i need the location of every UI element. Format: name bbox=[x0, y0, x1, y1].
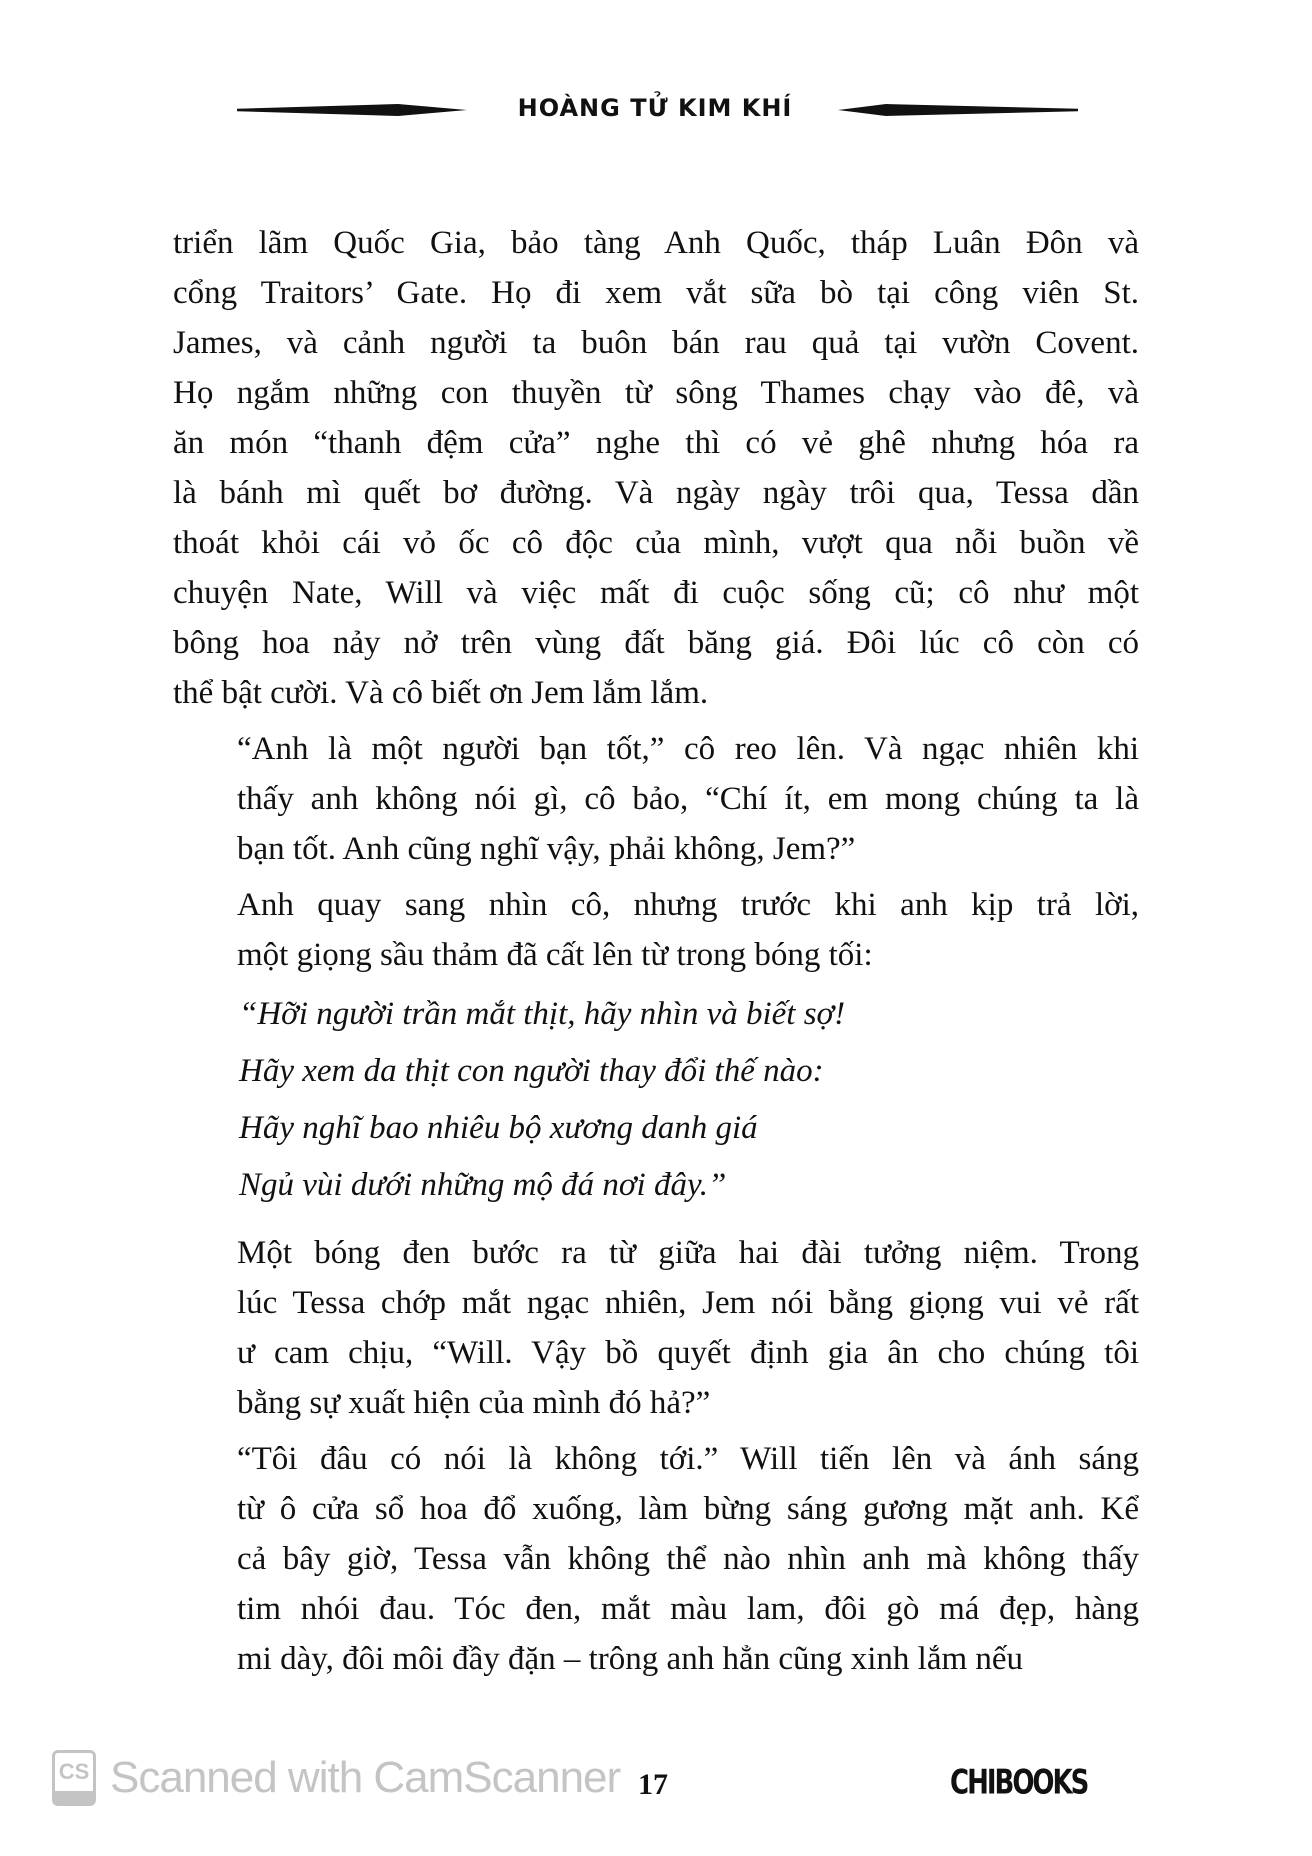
text-line: thể bật cười. Và cô biết ơn Jem lắm lắm. bbox=[173, 675, 709, 711]
text-line: bông hoa nảy nở trên vùng đất băng giá. Đôi lúc cô còn có bbox=[173, 625, 1139, 661]
text-line: tim nhói đau. Tóc đen, mắt màu lam, đôi gò má đẹp, hàng bbox=[237, 1591, 1139, 1627]
paragraph bbox=[173, 724, 1139, 874]
paragraph bbox=[173, 1434, 1139, 1684]
text-line: cả bây giờ, Tessa vẫn không thể nào nhìn anh mà không thấy bbox=[237, 1541, 1139, 1577]
running-title: HOÀNG TỬ KIM KHÍ bbox=[517, 94, 793, 122]
text-line: James, và cảnh người ta buôn bán rau quả tại vườn Covent. bbox=[173, 325, 1139, 361]
text-line: từ ô cửa sổ hoa đổ xuống, làm bừng sáng gương mặt anh. Kể bbox=[237, 1491, 1139, 1527]
text-line: chuyện Nate, Will và việc mất đi cuộc sống cũ; cô như một bbox=[173, 575, 1139, 611]
text-line: lúc Tessa chớp mắt ngạc nhiên, Jem nói bằng giọng vui vẻ rất bbox=[237, 1285, 1139, 1321]
text-line: Họ ngắm những con thuyền từ sông Thames chạy vào đê, và bbox=[173, 375, 1139, 411]
camscanner-logo: CS bbox=[52, 1750, 96, 1806]
text-line: thấy anh không nói gì, cô bảo, “Chí ít, em mong chúng ta là bbox=[237, 781, 1139, 817]
verse-line: Hãy nghĩ bao nhiêu bộ xương danh giá bbox=[239, 1110, 758, 1146]
text-line: bằng sự xuất hiện của mình đó hả?” bbox=[237, 1385, 711, 1421]
verse-line: Hãy xem da thịt con người thay đổi thế nào: bbox=[239, 1053, 824, 1089]
text-line: Một bóng đen bước ra từ giữa hai đài tưởng niệm. Trong bbox=[237, 1235, 1139, 1271]
text-line: ăn món “thanh đệm cửa” nghe thì có vẻ ghê nhưng hóa ra bbox=[173, 425, 1139, 461]
text-line: ư cam chịu, “Will. Vậy bồ quyết định gia ân cho chúng tôi bbox=[237, 1335, 1139, 1371]
text-line: là bánh mì quết bơ đường. Và ngày ngày trôi qua, Tessa dần bbox=[173, 475, 1139, 511]
text-line: thoát khỏi cái vỏ ốc cô độc của mình, vượt qua nỗi buồn về bbox=[173, 525, 1139, 561]
text-line: Anh quay sang nhìn cô, nhưng trước khi anh kịp trả lời, bbox=[237, 887, 1139, 923]
paragraph bbox=[173, 1228, 1139, 1428]
text-line: bạn tốt. Anh cũng nghĩ vậy, phải không, Jem?” bbox=[237, 831, 856, 867]
header-ornament-left bbox=[237, 104, 467, 116]
text-line: cổng Traitors’ Gate. Họ đi xem vắt sữa bò tại công viên St. bbox=[173, 275, 1139, 311]
paragraph bbox=[173, 880, 1139, 980]
page-body bbox=[173, 218, 1139, 1690]
text-line: triển lãm Quốc Gia, bảo tàng Anh Quốc, tháp Luân Đôn và bbox=[173, 225, 1139, 261]
page-number: 17 bbox=[638, 1768, 668, 1801]
verse-block bbox=[173, 986, 1139, 1214]
scanner-watermark bbox=[52, 1750, 620, 1806]
scanner-watermark-text: Scanned with CamScanner bbox=[110, 1753, 621, 1802]
text-line: một giọng sầu thảm đã cất lên từ trong bóng tối: bbox=[237, 937, 873, 973]
text-line: “Anh là một người bạn tốt,” cô reo lên. Và ngạc nhiên khi bbox=[237, 731, 1139, 767]
text-line: mi dày, đôi môi đầy đặn – trông anh hẳn cũng xinh lắm nếu bbox=[237, 1641, 1024, 1677]
header-ornament-right bbox=[838, 104, 1078, 116]
verse-line: “Hỡi người trần mắt thịt, hãy nhìn và biết sợ! bbox=[239, 996, 846, 1032]
text-line: “Tôi đâu có nói là không tới.” Will tiến lên và ánh sáng bbox=[237, 1441, 1139, 1477]
publisher-logo: CHIBOOKS bbox=[950, 1763, 1088, 1803]
verse-line: Ngủ vùi dưới những mộ đá nơi đây.” bbox=[239, 1167, 727, 1203]
paragraph bbox=[173, 218, 1139, 718]
running-header bbox=[0, 88, 1312, 128]
